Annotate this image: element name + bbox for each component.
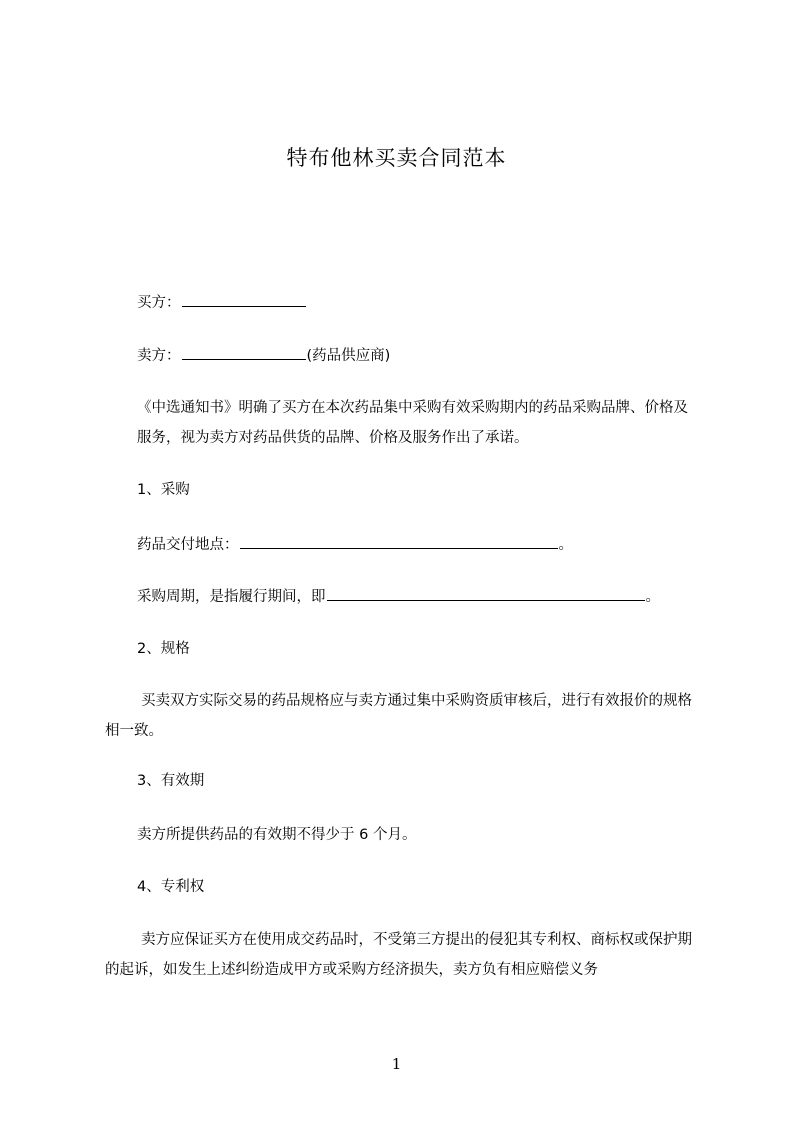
intro-paragraph: 《中选通知书》明确了买方在本次药品集中采购有效采购期内的药品采购品牌、价格及服务，视为卖方对药品供货的品牌、价格及服务作出了承诺。 <box>137 400 688 446</box>
delivery-end: 。 <box>558 537 573 553</box>
period-blank <box>327 586 645 601</box>
seller-label: 卖方： <box>137 348 181 364</box>
section-1-heading: 1、采购 <box>137 482 190 498</box>
period-line <box>105 586 737 606</box>
period-label: 采购周期，是指履行期间，即 <box>137 589 326 605</box>
buyer-label: 买方： <box>137 295 181 311</box>
buyer-blank <box>182 292 306 307</box>
section-3-text: 卖方所提供药品的有效期不得少于 6 个月。 <box>137 827 417 843</box>
delivery-blank <box>240 534 558 549</box>
document-title: 特布他林买卖合同范本 <box>286 146 507 170</box>
section-3-heading: 3、有效期 <box>137 773 205 789</box>
delivery-line <box>105 534 737 554</box>
section-2-heading: 2、规格 <box>137 641 190 657</box>
period-end: 。 <box>645 589 660 605</box>
page-number: 1 <box>391 1055 402 1073</box>
seller-note: (药品供应商) <box>306 348 391 364</box>
delivery-label: 药品交付地点： <box>137 537 239 553</box>
seller-line <box>105 345 737 365</box>
buyer-line <box>105 292 737 312</box>
seller-blank <box>182 345 306 360</box>
section-2-text: 买卖双方实际交易的药品规格应与卖方通过集中采购资质审核后，进行有效报价的规格相一致。 <box>105 693 692 739</box>
section-4-text: 卖方应保证买方在使用成交药品时，不受第三方提出的侵犯其专利权、商标权或保护期的起诉，如发生上述纠纷造成甲方或采购方经济损失，卖方负有相应赔偿义务 <box>105 932 692 978</box>
section-4-heading: 4、专利权 <box>137 879 205 895</box>
